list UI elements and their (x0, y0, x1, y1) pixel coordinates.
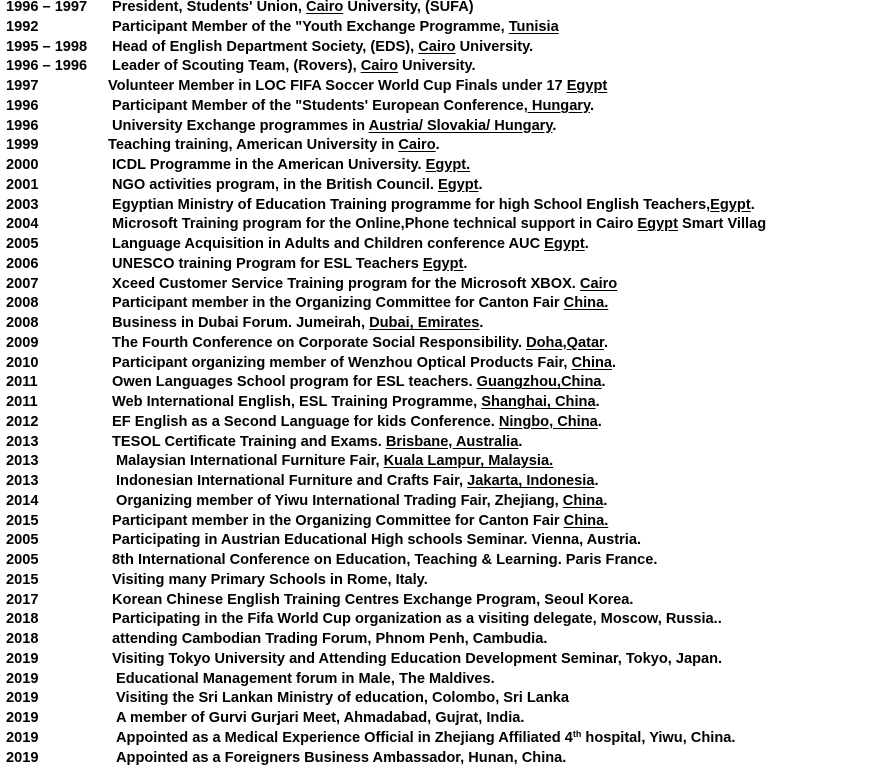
description-text: Visiting Tokyo University and Attending Education Development Seminar, Tokyo, Japan. (112, 650, 723, 667)
location-link-text: Ningbo, China (498, 413, 598, 430)
location-link-text: Cairo (579, 275, 618, 292)
activity-year: 1995 – 1998 (6, 38, 88, 55)
description-text: UNESCO training Program for ESL Teachers (112, 255, 423, 272)
activity-year: 2011 (6, 374, 38, 391)
activity-year: 2015 (6, 512, 39, 529)
activity-description (112, 551, 657, 571)
description-text: Participant Member of the "Youth Exchange Programme, (112, 18, 509, 35)
activity-description (112, 196, 755, 216)
activity-row (0, 255, 884, 275)
activity-year: 1996 (6, 97, 39, 114)
description-text: Participant Member of the "Students' European Conference (112, 97, 524, 114)
activity-year: 2015 (6, 571, 39, 588)
activity-row (0, 630, 884, 650)
location-link-text: Egypt (710, 196, 751, 213)
activity-row (0, 235, 884, 255)
activity-description (108, 136, 440, 156)
activity-description (112, 215, 766, 235)
description-text: Teaching training, American University in (108, 137, 399, 154)
activity-description (112, 373, 606, 393)
activity-year: 2013 (6, 433, 39, 450)
location-link-text: Tunisia (508, 18, 559, 35)
activity-row (0, 729, 884, 749)
activity-description (116, 670, 495, 690)
activity-description (116, 452, 553, 472)
activity-description (112, 57, 476, 77)
activity-row (0, 413, 884, 433)
activity-description (112, 97, 594, 117)
activity-row (0, 117, 884, 137)
activity-description (112, 294, 608, 314)
activity-description (112, 156, 470, 176)
activity-year: 2008 (6, 315, 39, 331)
activity-description (116, 492, 607, 512)
description-text: A member of Gurvi Gurjari Meet, Ahmadabad, Gujrat, India. (116, 710, 525, 726)
activity-year: 2019 (6, 650, 39, 667)
activity-year: 2007 (6, 275, 39, 292)
location-link-text: Shanghai, China (481, 394, 596, 410)
activity-row (0, 0, 884, 18)
activity-year: 2011 (6, 394, 38, 410)
description-text: Malaysian International Furniture Fair, (116, 453, 384, 470)
activity-description (112, 413, 602, 433)
description-text: Language Acquisition in Adults and Children conference AUC (112, 236, 545, 252)
location-link-text: China. (563, 512, 609, 529)
description-text: . (750, 196, 755, 213)
description-text: . (612, 354, 617, 371)
activity-row (0, 689, 884, 709)
activity-description (112, 650, 722, 670)
activity-description (112, 314, 483, 334)
activity-year: 1997 (6, 78, 39, 94)
activity-description (112, 531, 641, 551)
activity-row (0, 176, 884, 196)
activity-row (0, 97, 884, 117)
description-text: Indonesian International Furniture and Crafts Fair, (116, 473, 468, 489)
description-text: 8th International Conference on Education, Teaching & Learning. Paris France. (112, 552, 658, 568)
activity-row (0, 571, 884, 591)
description-text: President, Students' Union, (112, 0, 307, 15)
activity-row (0, 275, 884, 295)
location-link-text: Egypt (637, 216, 678, 233)
description-text: Leader of Scouting Team, (Rovers), (112, 58, 361, 75)
description-text: University. (455, 38, 534, 55)
activity-description (116, 729, 735, 749)
description-text: attending Cambodian Trading Forum, Phnom Penh, Cambudia. (112, 631, 548, 647)
description-text: ICDL Programme in the American University. (112, 157, 426, 173)
activity-year: 2010 (6, 354, 39, 371)
description-text: . (463, 255, 468, 272)
activity-row (0, 373, 884, 393)
activity-year: 2019 (6, 670, 39, 687)
description-text: Participant organizing member of Wenzhou Optical Products Fair, (112, 354, 572, 371)
description-text: hospital, Yiwu, China. (581, 729, 736, 746)
description-text: Business in Dubai Forum. Jumeirah, (112, 315, 370, 331)
location-link-text: Egypt (422, 255, 464, 272)
description-text: Appointed as a Medical Experience Official in Zhejiang Affiliated 4 (116, 729, 573, 746)
description-text: . (435, 137, 440, 154)
activity-description (112, 18, 559, 38)
location-link-text: Egypt. (425, 157, 471, 173)
location-link-text: Austria/ Slovakia/ Hungary (368, 117, 553, 134)
activity-year: 2019 (6, 729, 39, 746)
activity-row (0, 531, 884, 551)
location-link-text: Doha,Qatar (526, 334, 604, 351)
activity-description (108, 77, 607, 97)
activity-row (0, 314, 884, 334)
activity-year: 2005 (6, 552, 39, 568)
description-text: . (584, 236, 589, 252)
activity-description (112, 0, 474, 18)
activity-row (0, 749, 884, 769)
description-text: Owen Languages School program for ESL teachers. (112, 374, 477, 391)
activity-description (116, 709, 524, 729)
activity-row (0, 215, 884, 235)
location-link-text: Guangzhou,China (476, 374, 602, 391)
activity-description (112, 393, 600, 413)
activity-description (116, 472, 599, 492)
description-text: . (597, 413, 602, 430)
activity-row (0, 591, 884, 611)
activity-row (0, 196, 884, 216)
description-text: . (479, 315, 484, 331)
activity-row (0, 393, 884, 413)
activity-year: 2019 (6, 710, 39, 726)
activity-description (112, 334, 608, 354)
description-text: . (603, 492, 608, 509)
activity-row (0, 156, 884, 176)
activity-year: 2018 (6, 611, 39, 628)
activity-description (112, 354, 616, 374)
activity-row (0, 650, 884, 670)
description-text: Visiting many Primary Schools in Rome, Italy. (112, 571, 428, 588)
description-text: . (518, 433, 523, 450)
location-link-text: , Hungary (523, 97, 591, 114)
location-link-text: Cairo (398, 137, 436, 154)
activity-row (0, 610, 884, 630)
activity-year: 2001 (6, 176, 39, 193)
description-text: . (478, 176, 483, 193)
location-link-text: Jakarta, Indonesia (467, 473, 595, 489)
activity-row (0, 492, 884, 512)
description-text: . (601, 374, 606, 391)
activity-year: 2019 (6, 749, 39, 766)
activity-description (116, 689, 569, 709)
description-text: Xceed Customer Service Training program for the Microsoft XBOX. (112, 275, 580, 292)
activity-year: 2004 (6, 216, 39, 233)
activity-description (112, 571, 428, 591)
description-text: TESOL Certificate Training and Exams. (112, 433, 386, 450)
activity-row (0, 472, 884, 492)
description-text: The Fourth Conference on Corporate Social Responsibility. (112, 334, 527, 351)
description-text: Visiting the Sri Lankan Ministry of education, Colombo, Sri Lanka (116, 690, 570, 707)
location-link-text: Egypt (437, 176, 479, 193)
activity-row (0, 551, 884, 571)
description-text: . (590, 97, 595, 114)
activity-row (0, 77, 884, 97)
activity-description (112, 433, 522, 453)
activity-description (112, 630, 547, 650)
description-text: Microsoft Training program for the Online,Phone technical support in Cairo (112, 216, 638, 233)
activity-year: 2006 (6, 255, 39, 272)
description-text: Volunteer Member in LOC FIFA Soccer World Cup Finals under 17 (108, 78, 567, 94)
activity-year: 2014 (6, 492, 39, 509)
location-link-text: Cairo (360, 58, 398, 75)
location-link-text: Dubai, Emirates (369, 315, 480, 331)
activity-year: 2012 (6, 413, 39, 430)
location-link-text: Kuala Lampur, Malaysia. (383, 453, 554, 470)
activity-description (112, 275, 617, 295)
activity-row (0, 354, 884, 374)
location-link-text: Egypt (566, 78, 608, 94)
activity-row (0, 670, 884, 690)
activity-description (112, 235, 589, 255)
activity-year: 1996 – 1997 (6, 0, 88, 15)
activity-year: 2019 (6, 690, 39, 707)
activity-year: 1999 (6, 137, 39, 154)
description-text: EF English as a Second Language for kids Conference. (112, 413, 499, 430)
activity-year: 2003 (6, 196, 39, 213)
description-text: Participant member in the Organizing Committee for Canton Fair (112, 512, 564, 529)
activity-year: 1996 (6, 117, 39, 134)
description-text: Participating in the Fifa World Cup organization as a visiting delegate, Moscow, Russia.. (112, 611, 722, 628)
activity-description (112, 176, 483, 196)
activity-row (0, 136, 884, 156)
ordinal-suffix: th (572, 728, 582, 739)
activity-year: 2013 (6, 473, 39, 489)
activity-row (0, 709, 884, 729)
description-text: . (603, 334, 608, 351)
activity-year: 2018 (6, 631, 39, 647)
description-text: Organizing member of Yiwu International Trading Fair, Zhejiang, (116, 492, 563, 509)
activity-year: 2017 (6, 591, 39, 608)
description-text: University, (SUFA) (343, 0, 474, 15)
activity-row (0, 38, 884, 58)
activity-row (0, 433, 884, 453)
location-link-text: China (562, 492, 604, 509)
location-link-text: China. (563, 295, 609, 312)
activity-year: 2005 (6, 532, 39, 549)
location-link-text: China (571, 354, 613, 371)
description-text: . (595, 394, 600, 410)
description-text: Appointed as a Foreigners Business Ambassador, Hunan, China. (116, 749, 567, 766)
activity-year: 2000 (6, 157, 39, 173)
description-text: Smart Villag (677, 216, 767, 233)
location-link-text: Cairo (418, 38, 456, 55)
activity-description (116, 749, 566, 769)
activity-year: 2009 (6, 334, 39, 351)
description-text: NGO activities program, in the British Council. (112, 176, 438, 193)
description-text: . (552, 117, 557, 134)
activity-row (0, 18, 884, 38)
activity-description (112, 591, 633, 611)
description-text: . (594, 473, 599, 489)
description-text: Participating in Austrian Educational High schools Seminar. Vienna, Austria. (112, 532, 642, 549)
activity-row (0, 294, 884, 314)
activity-row (0, 512, 884, 532)
activity-row (0, 57, 884, 77)
activity-year: 2005 (6, 236, 39, 252)
activity-row (0, 452, 884, 472)
description-text: Egyptian Ministry of Education Training programme for high School English Teachers, (112, 196, 711, 213)
location-link-text: Egypt (544, 236, 585, 252)
activity-year: 2013 (6, 453, 39, 470)
description-text: Korean Chinese English Training Centres Exchange Program, Seoul Korea. (112, 591, 634, 608)
activity-year: 1996 – 1996 (6, 58, 88, 75)
description-text: University. (398, 58, 476, 75)
description-text: University Exchange programmes in (112, 117, 369, 134)
activity-year: 2008 (6, 295, 39, 312)
activity-year: 1992 (6, 18, 39, 35)
activity-description (112, 512, 608, 532)
activity-row (0, 334, 884, 354)
description-text: Head of English Department Society, (EDS), (112, 38, 419, 55)
description-text: Educational Management forum in Male, The Maldives. (116, 670, 495, 687)
activity-description (112, 610, 722, 630)
location-link-text: Cairo (306, 0, 344, 15)
activity-description (112, 255, 467, 275)
activity-description (112, 38, 533, 58)
description-text: Web International English, ESL Training Programme, (112, 394, 482, 410)
activity-description (112, 117, 556, 137)
location-link-text: Brisbane, Australia (385, 433, 519, 450)
description-text: Participant member in the Organizing Committee for Canton Fair (112, 295, 564, 312)
